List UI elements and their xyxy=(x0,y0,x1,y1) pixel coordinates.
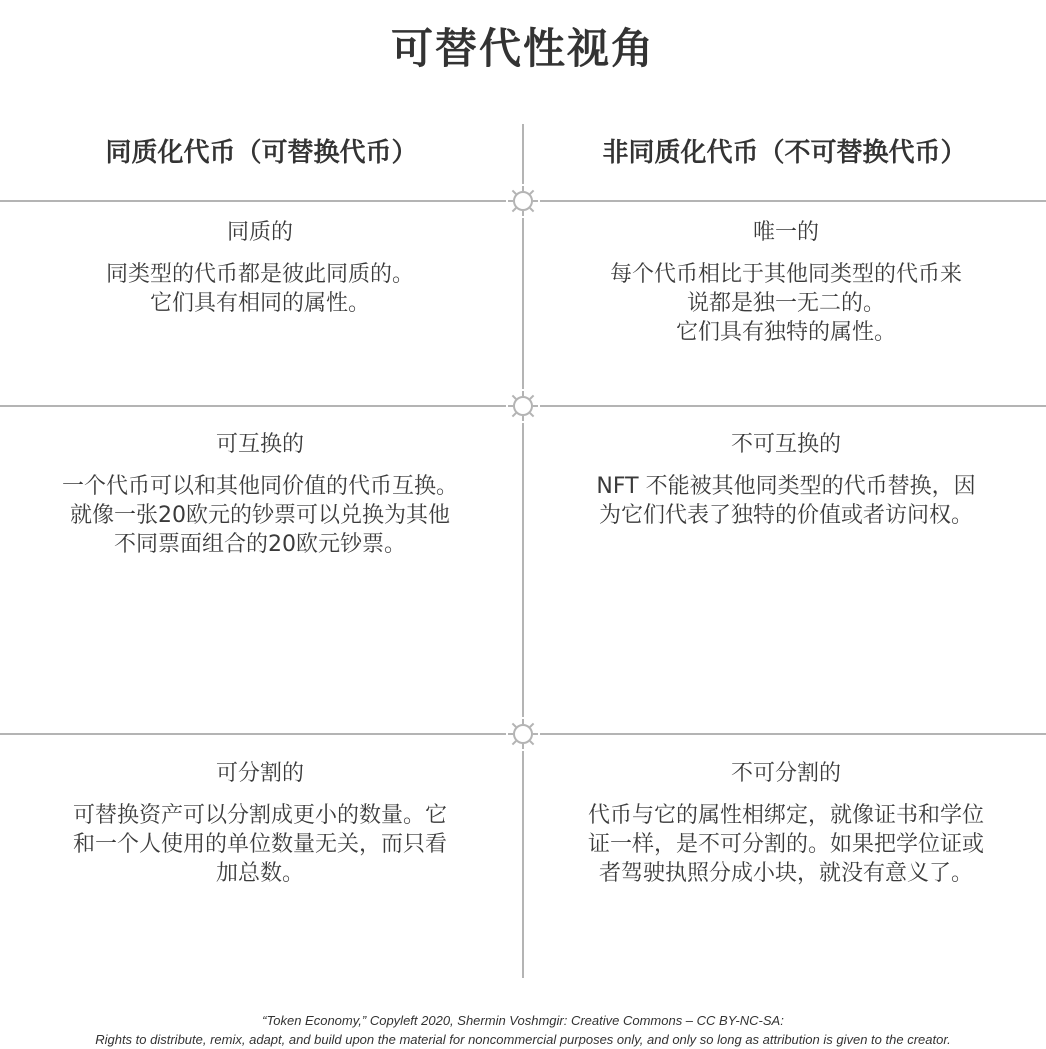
cell-non-fungible-indivisible xyxy=(546,759,1026,888)
cell-body: 代币与它的属性相绑定，就像证书和学位 证一样，是不可分割的。如果把学位证或 者驾驶执照分成小块，就没有意义了。 xyxy=(587,803,984,886)
gear-icon xyxy=(506,717,540,751)
cell-body: 同类型的代币都是彼此同质的。 它们具有相同的属性。 xyxy=(105,262,414,316)
cell-title: 可分割的 xyxy=(215,761,304,786)
page-title: 可替代性视角 xyxy=(390,24,655,73)
gear-icon xyxy=(506,389,540,423)
footer-line-2: Rights to distribute, remix, adapt, and build upon the material for noncommercial purposes only, and only so long as attribution is given to the creator. xyxy=(95,1032,951,1047)
vertical-divider xyxy=(522,124,524,978)
footer-line-1: “Token Economy,” Copyleft 2020, Shermin Voshmgir: Creative Commons – CC BY-NC-SA: xyxy=(262,1013,784,1028)
cell-fungible-homogeneous xyxy=(20,218,500,318)
gear-icon xyxy=(506,184,540,218)
footer-attribution xyxy=(0,1011,1046,1049)
column-header-non-fungible: 非同质化代币（不可替换代币） xyxy=(602,138,967,168)
cell-title: 不可分割的 xyxy=(730,761,841,786)
cell-body: 可替换资产可以分割成更小的数量。它 和一个人使用的单位数量无关，而只看 加总数。 xyxy=(72,803,447,886)
cell-body: 一个代币可以和其他同价值的代币互换。 就像一张20欧元的钞票可以兑换为其他 不同票面组合的20欧元钞票。 xyxy=(61,474,458,557)
cell-title: 不可互换的 xyxy=(730,432,841,457)
cell-fungible-interchangeable xyxy=(20,430,500,559)
column-header-fungible: 同质化代币（可替换代币） xyxy=(105,138,418,168)
cell-non-fungible-non-interchangeable xyxy=(546,430,1026,530)
cell-body: NFT 不能被其他同类型的代币替换，因 为它们代表了独特的价值或者访问权。 xyxy=(596,474,976,528)
cell-non-fungible-unique xyxy=(546,218,1026,347)
cell-fungible-divisible xyxy=(20,759,500,888)
cell-title: 同质的 xyxy=(226,220,293,245)
cell-title: 可互换的 xyxy=(215,432,304,457)
cell-body: 每个代币相比于其他同类型的代币来 说都是独一无二的。 它们具有独特的属性。 xyxy=(609,262,962,345)
cell-title: 唯一的 xyxy=(752,220,819,245)
